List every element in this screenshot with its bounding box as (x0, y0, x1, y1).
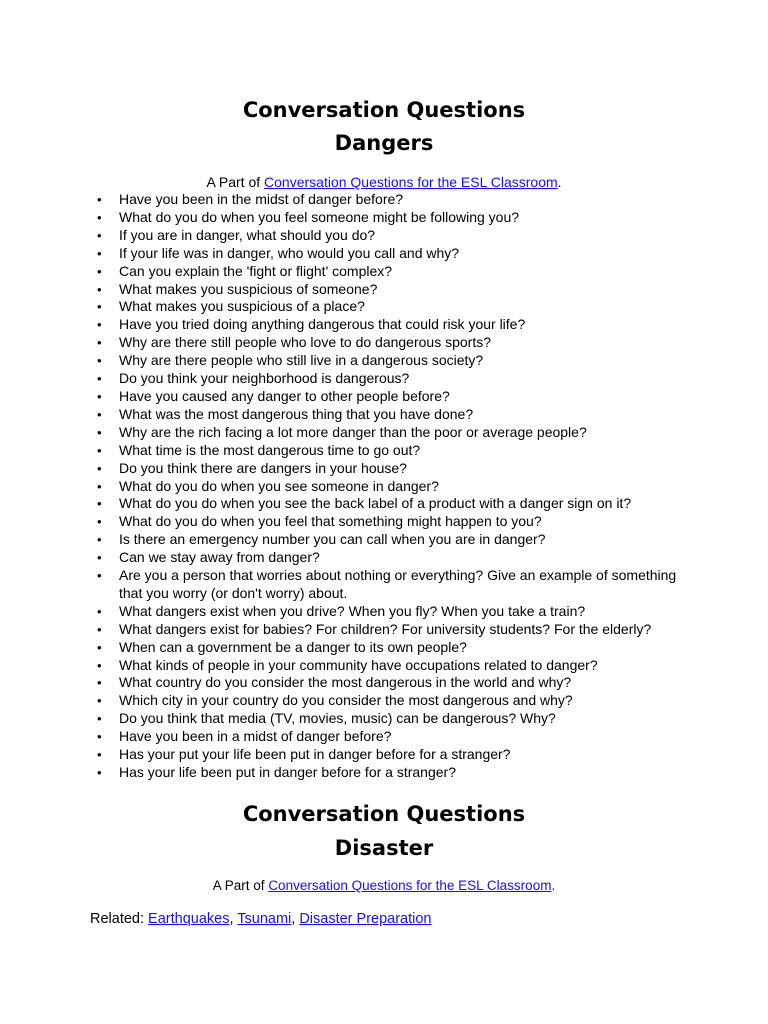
esl-classroom-link[interactable]: Conversation Questions for the ESL Classroom (264, 174, 558, 190)
list-item: • If you are in danger, what should you do? (119, 227, 689, 245)
separator: , (291, 911, 300, 927)
related-label: Related: (90, 911, 149, 927)
list-item: • Has your put your life been put in danger before for a stranger? (119, 746, 689, 764)
section2-part-of (0, 878, 768, 894)
list-item: • Have you been in a midst of danger before? (119, 728, 689, 746)
list-item: • Do you think your neighborhood is dangerous? (119, 370, 689, 388)
list-item: • What do you do when you see someone in danger? (119, 478, 689, 496)
list-item: • Are you a person that worries about nothing or everything? Give an example of something that you worry (or don't worry) about. (119, 567, 689, 603)
part-of-prefix: A Part of (206, 174, 265, 190)
list-item: • Is there an emergency number you can call when you are in danger? (119, 531, 689, 549)
list-item: • When can a government be a danger to its own people? (119, 639, 689, 657)
section2-title-line2: Disaster (334, 836, 434, 860)
list-item: • Have you caused any danger to other people before? (119, 388, 689, 406)
tsunami-link[interactable]: Tsunami (237, 911, 292, 927)
list-item: • Can we stay away from danger? (119, 549, 689, 567)
list-item: • What do you do when you feel that something might happen to you? (119, 513, 689, 531)
part-of-prefix: A Part of (212, 878, 269, 893)
part-of-suffix: . (551, 878, 556, 893)
section1-part-of (0, 174, 768, 190)
list-item: • Do you think there are dangers in your house? (119, 460, 689, 478)
list-item: • What do you do when you feel someone might be following you? (119, 209, 689, 227)
section2-title-line1: Conversation Questions (242, 802, 526, 826)
list-item: • What was the most dangerous thing that you have done? (119, 406, 689, 424)
list-item: • What makes you suspicious of someone? (119, 281, 689, 299)
section1-title-line1: Conversation Questions (242, 98, 526, 122)
section1-title-line2: Dangers (334, 131, 434, 155)
list-item: • What country do you consider the most dangerous in the world and why? (119, 674, 689, 692)
disaster-preparation-link[interactable]: Disaster Preparation (299, 911, 432, 927)
dangers-question-list (0, 191, 689, 782)
list-item: • What dangers exist for babies? For children? For university students? For the elderly? (119, 621, 689, 639)
list-item: • If your life was in danger, who would you call and why? (119, 245, 689, 263)
related-links (90, 911, 432, 928)
earthquakes-link[interactable]: Earthquakes (148, 911, 230, 927)
list-item: • Have you tried doing anything dangerous that could risk your life? (119, 316, 689, 334)
list-item: • Do you think that media (TV, movies, music) can be dangerous? Why? (119, 710, 689, 728)
list-item: • What kinds of people in your community have occupations related to danger? (119, 657, 689, 675)
list-item: • Why are there people who still live in a dangerous society? (119, 352, 689, 370)
list-item: • Have you been in the midst of danger before? (119, 191, 689, 209)
part-of-suffix: . (557, 174, 562, 190)
esl-classroom-link[interactable]: Conversation Questions for the ESL Classroom (268, 878, 552, 893)
list-item: • Why are the rich facing a lot more danger than the poor or average people? (119, 424, 689, 442)
list-item: • What do you do when you see the back label of a product with a danger sign on it? (119, 495, 689, 513)
list-item: • Why are there still people who love to do dangerous sports? (119, 334, 689, 352)
list-item: • Which city in your country do you consider the most dangerous and why? (119, 692, 689, 710)
separator: , (229, 911, 238, 927)
list-item: • What makes you suspicious of a place? (119, 298, 689, 316)
list-item: • What dangers exist when you drive? When you fly? When you take a train? (119, 603, 689, 621)
list-item: • What time is the most dangerous time to go out? (119, 442, 689, 460)
list-item: • Can you explain the 'fight or flight' complex? (119, 263, 689, 281)
list-item: • Has your life been put in danger before for a stranger? (119, 764, 689, 782)
